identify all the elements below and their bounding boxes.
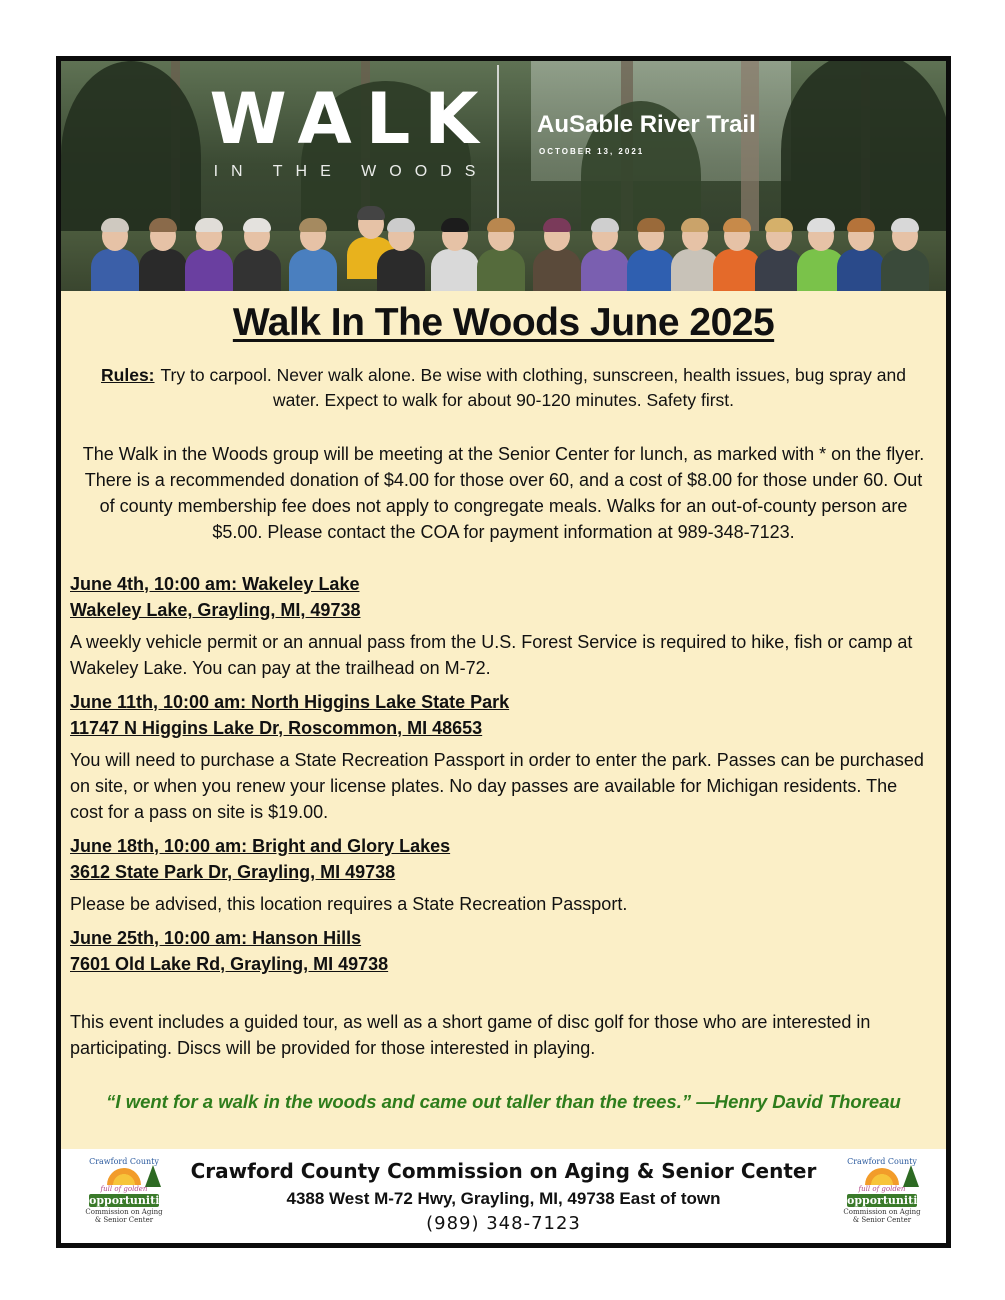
organization-address: 4388 West M-72 Hwy, Grayling, MI, 49738 East of town [286, 1189, 721, 1208]
rules-text: Try to carpool. Never walk alone. Be wise with clothing, sunscreen, health issues, bug spray and water. Expect to walk for about 90-120 minutes. Safety first. [160, 365, 906, 410]
person [533, 221, 581, 291]
event-heading: June 11th, 10:00 am: North Higgins Lake State Park [70, 692, 510, 712]
event-list [70, 571, 930, 977]
organization-phone: (989) 348-7123 [426, 1213, 581, 1234]
event-address: 3612 State Park Dr, Grayling, MI 49738 [70, 862, 396, 882]
person [755, 221, 803, 291]
person [185, 221, 233, 291]
person [289, 221, 337, 291]
trail-date: OCTOBER 13, 2021 [539, 147, 645, 156]
walk-logo-subtitle: IN THE WOODS [213, 163, 489, 180]
walk-logo [201, 79, 501, 181]
intro-paragraph: The Walk in the Woods group will be meeting at the Senior Center for lunch, as marked with * on the flyer. There is a recommended donation of $4.00 for those over 60, and a cost of $8.00 for those under 60. Out of county membership fee does not apply to congregate meals. Walks for an out-of-county person are $5.00. Please contact the COA for payment information at 989-348-7123. [82, 444, 925, 542]
person [713, 221, 761, 291]
person [139, 221, 187, 291]
page-title: Walk In The Woods June 2025 [232, 301, 775, 344]
pine-tree-icon [145, 1165, 161, 1187]
logo-county: Crawford County [89, 1157, 159, 1166]
sun-icon [107, 1168, 141, 1185]
person [377, 221, 425, 291]
event-item [70, 925, 930, 977]
person [91, 221, 139, 291]
event-description: A weekly vehicle permit or an annual pass from the U.S. Forest Service is required to hike, fish or camp at Wakeley Lake. You can pay at the trailhead on M-72. [70, 632, 913, 678]
person [581, 221, 629, 291]
person [233, 221, 281, 291]
event-address: 7601 Old Lake Rd, Grayling, MI 49738 [70, 954, 389, 974]
flyer-frame [56, 56, 951, 1248]
person [881, 221, 929, 291]
logo-opportunities: opportunities [89, 1194, 173, 1207]
logo-tagline: full of golden [100, 1185, 148, 1193]
person [671, 221, 719, 291]
pine-tree-icon [903, 1165, 919, 1187]
closing-paragraph: This event includes a guided tour, as well as a short game of disc golf for those who are interested in participating. Discs will be provided for those interested in playing. [70, 1012, 871, 1058]
person [477, 221, 525, 291]
coa-logo-right [841, 1155, 931, 1239]
sun-icon [865, 1168, 899, 1185]
footer [61, 1149, 946, 1243]
person [837, 221, 885, 291]
organization-name: Crawford County Commission on Aging & Senior Center [190, 1159, 817, 1183]
event-item [70, 689, 930, 825]
event-description: Please be advised, this location requires a State Recreation Passport. [70, 894, 628, 914]
logo-county: Crawford County [847, 1157, 917, 1166]
event-address: 11747 N Higgins Lake Dr, Roscommon, MI 48653 [70, 718, 483, 738]
logo-coa: Commission on Aging & Senior Center [843, 1208, 921, 1224]
event-heading: June 25th, 10:00 am: Hanson Hills [70, 928, 362, 948]
event-item [70, 571, 930, 681]
walk-logo-title: WALK [209, 78, 493, 160]
logo-tagline: full of golden [858, 1185, 906, 1193]
rules-paragraph [81, 363, 926, 413]
logo-opportunities: opportunities [847, 1194, 931, 1207]
event-heading: June 4th, 10:00 am: Wakeley Lake [70, 574, 360, 594]
trail-name: AuSable River Trail [537, 111, 756, 138]
group-photo-people [81, 201, 941, 291]
event-description: You will need to purchase a State Recreation Passport in order to enter the park. Passes can be purchased on site, or when you renew your license plates. No day passes are available for Michigan residents. The cost for a pass on site is $19.00. [70, 750, 924, 822]
event-item [70, 833, 930, 917]
event-heading: June 18th, 10:00 am: Bright and Glory Lakes [70, 836, 451, 856]
event-address: Wakeley Lake, Grayling, MI, 49738 [70, 600, 361, 620]
header-photo-banner [61, 61, 946, 291]
rules-label: Rules: [101, 365, 155, 385]
thoreau-quote: “I went for a walk in the woods and came out taller than the trees.” —Henry David Thoreau [106, 1091, 901, 1112]
person [627, 221, 675, 291]
coa-logo-left [83, 1155, 173, 1239]
logo-coa: Commission on Aging & Senior Center [85, 1208, 163, 1224]
person [431, 221, 479, 291]
